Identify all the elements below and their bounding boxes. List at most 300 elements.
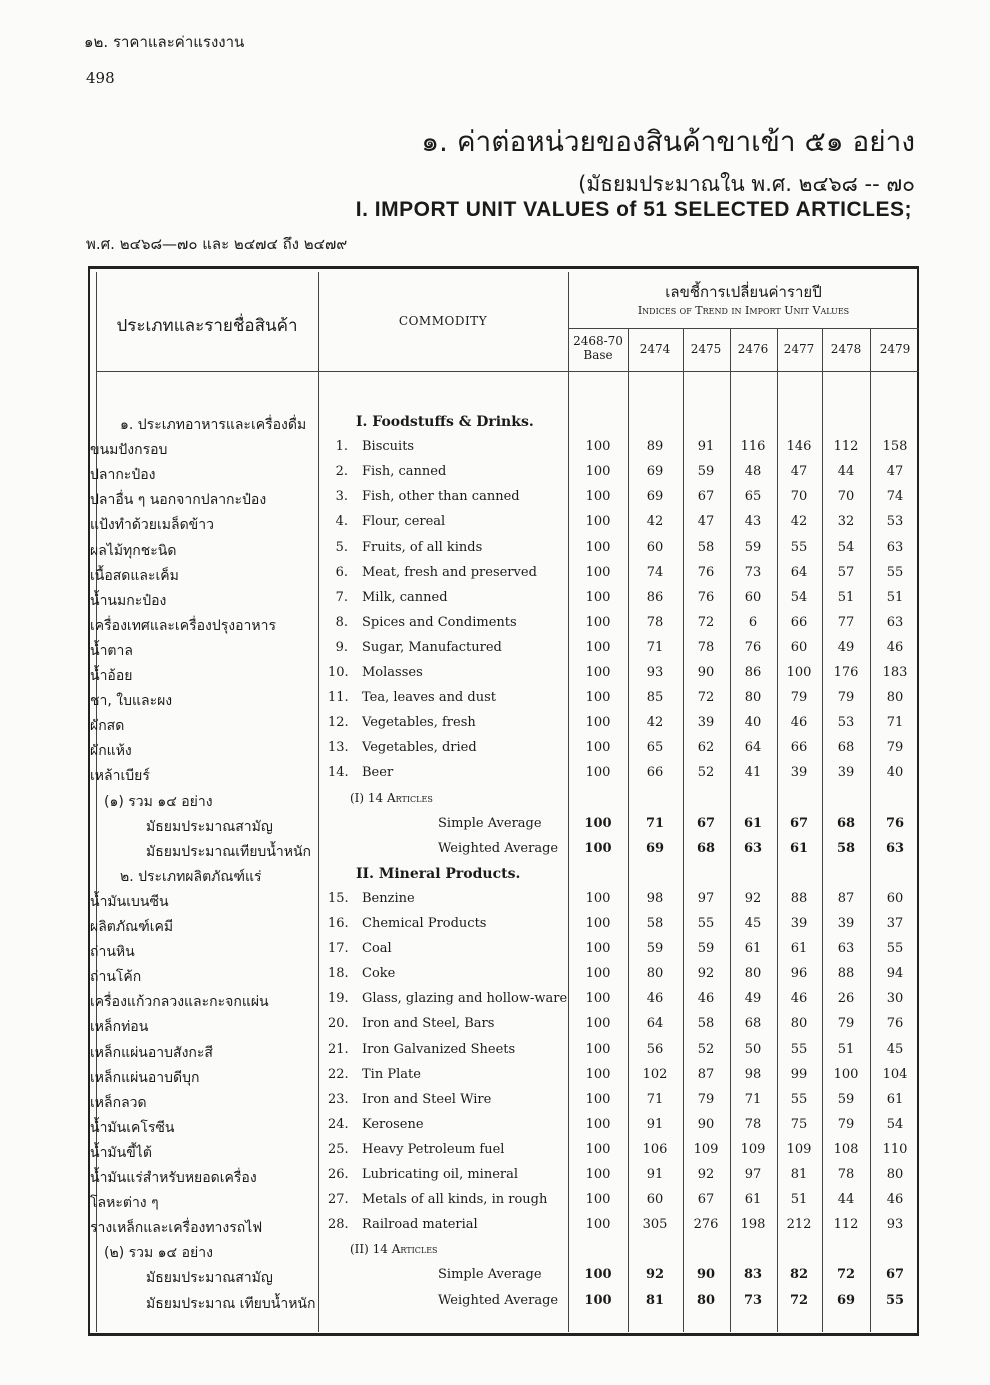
group-thai-label: (๑) รวม ๑๔ อย่าง bbox=[104, 793, 213, 810]
item-thai-name: ผักสด bbox=[90, 718, 125, 735]
item-english-name: Iron and Steel Wire bbox=[362, 1091, 492, 1107]
index-value: 32 bbox=[837, 514, 855, 530]
index-value: 77 bbox=[837, 614, 855, 630]
item-number: 12. bbox=[328, 715, 349, 731]
index-value: 45 bbox=[886, 1041, 904, 1057]
index-value: 63 bbox=[886, 539, 904, 555]
header-indices-thai: เลขชี้การเปลี่ยนค่ารายปี bbox=[665, 283, 822, 301]
index-value: 45 bbox=[744, 916, 762, 931]
item-english-name: Tin Plate bbox=[362, 1066, 421, 1082]
index-value: 49 bbox=[744, 991, 762, 1007]
item-number: 10. bbox=[328, 665, 349, 680]
item-english-name: Tea, leaves and dust bbox=[362, 690, 496, 706]
index-value: 100 bbox=[585, 765, 611, 781]
item-number: 11. bbox=[328, 690, 349, 706]
item-thai-name: โลหะต่าง ๆ bbox=[90, 1195, 159, 1212]
index-value: 76 bbox=[697, 564, 715, 580]
item-thai-name: ปลาอื่น ๆ นอกจากปลากะป๋อง bbox=[90, 492, 267, 509]
index-value: 100 bbox=[585, 1066, 611, 1082]
average-thai-label: มัธยมประมาณ เทียบน้ำหนัก bbox=[146, 1295, 316, 1312]
group-thai-label: (๒) รวม ๑๔ อย่าง bbox=[104, 1245, 213, 1262]
index-value: 71 bbox=[646, 1091, 664, 1107]
item-number: 22. bbox=[328, 1066, 349, 1082]
item-number: 28. bbox=[328, 1217, 349, 1233]
index-value: 60 bbox=[744, 589, 762, 605]
index-value: 39 bbox=[790, 916, 808, 931]
index-value: 46 bbox=[646, 991, 664, 1007]
index-value: 55 bbox=[790, 1041, 808, 1057]
index-value: 100 bbox=[585, 489, 611, 505]
index-value: 60 bbox=[886, 890, 904, 906]
index-value: 109 bbox=[693, 1141, 719, 1157]
item-english-name: Flour, cereal bbox=[362, 514, 446, 530]
column-header: 2468-70 Base bbox=[573, 334, 623, 362]
index-value: 72 bbox=[697, 690, 715, 706]
index-value: 100 bbox=[833, 1066, 859, 1082]
average-value: 71 bbox=[645, 815, 665, 831]
index-value: 40 bbox=[886, 765, 904, 781]
index-value: 61 bbox=[886, 1091, 904, 1107]
average-value: 69 bbox=[645, 840, 665, 856]
index-value: 305 bbox=[642, 1217, 668, 1233]
index-value: 70 bbox=[790, 489, 808, 505]
item-number: 5. bbox=[335, 539, 348, 555]
index-value: 100 bbox=[585, 916, 611, 931]
column-header: 2476 bbox=[737, 342, 769, 356]
index-value: 60 bbox=[790, 639, 808, 655]
index-value: 71 bbox=[646, 639, 664, 655]
index-value: 98 bbox=[744, 1066, 762, 1082]
item-english-name: Glass, glazing and hollow-ware bbox=[362, 991, 568, 1007]
index-value: 100 bbox=[585, 1192, 611, 1208]
index-value: 71 bbox=[744, 1091, 762, 1107]
table-rule bbox=[318, 272, 319, 1332]
index-value: 100 bbox=[585, 539, 611, 555]
average-value: 82 bbox=[789, 1267, 809, 1283]
item-number: 9. bbox=[335, 639, 348, 655]
item-number: 17. bbox=[328, 941, 349, 957]
index-value: 80 bbox=[744, 690, 762, 706]
item-number: 3. bbox=[335, 489, 348, 505]
average-english-label: Simple Average bbox=[438, 815, 542, 831]
index-value: 79 bbox=[886, 740, 904, 756]
column-header: 2475 bbox=[690, 342, 722, 356]
item-thai-name: ชา, ใบและผง bbox=[90, 693, 173, 710]
index-value: 69 bbox=[646, 489, 664, 505]
index-value: 100 bbox=[585, 715, 611, 731]
index-value: 87 bbox=[837, 890, 855, 906]
item-number: 2. bbox=[335, 464, 348, 480]
index-value: 47 bbox=[886, 464, 904, 480]
item-english-name: Heavy Petroleum fuel bbox=[362, 1141, 505, 1157]
index-value: 100 bbox=[585, 464, 611, 480]
index-value: 44 bbox=[837, 1192, 855, 1208]
item-number: 21. bbox=[328, 1041, 349, 1057]
index-value: 69 bbox=[646, 464, 664, 480]
index-value: 51 bbox=[886, 589, 904, 605]
index-value: 79 bbox=[837, 690, 855, 706]
index-value: 67 bbox=[697, 1192, 715, 1208]
item-english-name: Spices and Condiments bbox=[362, 614, 517, 630]
item-thai-name: เหล็กท่อน bbox=[90, 1019, 149, 1036]
index-value: 58 bbox=[697, 1016, 715, 1032]
index-value: 100 bbox=[585, 439, 611, 455]
item-number: 6. bbox=[335, 564, 348, 580]
index-value: 53 bbox=[837, 715, 855, 731]
item-english-name: Chemical Products bbox=[362, 916, 487, 931]
average-english-label: Weighted Average bbox=[438, 1292, 559, 1308]
index-value: 106 bbox=[642, 1141, 668, 1157]
index-value: 42 bbox=[646, 715, 664, 731]
item-english-name: Benzine bbox=[362, 890, 415, 906]
index-value: 100 bbox=[585, 1116, 611, 1132]
index-value: 47 bbox=[697, 514, 715, 530]
average-value: 67 bbox=[789, 815, 809, 831]
index-value: 50 bbox=[744, 1041, 762, 1057]
index-value: 198 bbox=[740, 1217, 766, 1233]
index-value: 91 bbox=[697, 439, 715, 455]
index-value: 39 bbox=[697, 715, 715, 731]
item-thai-name: ปลากะป๋อง bbox=[90, 467, 156, 484]
index-value: 54 bbox=[790, 589, 808, 605]
average-value: 67 bbox=[696, 815, 716, 831]
index-value: 80 bbox=[886, 1167, 904, 1182]
index-value: 86 bbox=[646, 589, 664, 605]
index-value: 100 bbox=[585, 1167, 611, 1182]
index-value: 100 bbox=[585, 614, 611, 630]
index-value: 86 bbox=[744, 665, 762, 680]
index-value: 78 bbox=[697, 639, 715, 655]
average-value: 55 bbox=[885, 1292, 905, 1308]
index-value: 61 bbox=[744, 1192, 762, 1208]
item-english-name: Iron Galvanized Sheets bbox=[362, 1041, 516, 1057]
item-english-name: Railroad material bbox=[362, 1217, 478, 1233]
index-value: 100 bbox=[585, 514, 611, 530]
index-value: 100 bbox=[585, 966, 611, 982]
index-value: 100 bbox=[585, 740, 611, 756]
column-header: 2474 bbox=[639, 342, 671, 356]
average-value: 100 bbox=[584, 1292, 612, 1308]
index-value: 58 bbox=[697, 539, 715, 555]
header-indices-eng: Indices of Trend in Import Unit Values bbox=[637, 304, 850, 317]
thai-subtitle: (มัธยมประมาณใน พ.ศ. ๒๔๖๘ -- ๗๐ bbox=[578, 172, 915, 196]
average-value: 61 bbox=[789, 840, 809, 856]
item-thai-name: น้ำมันแร่สำหรับหยอดเครื่อง bbox=[90, 1170, 257, 1186]
item-english-name: Coal bbox=[362, 941, 392, 957]
index-value: 65 bbox=[744, 489, 762, 505]
years-subtitle: พ.ศ. ๒๔๖๘—๗๐ และ ๒๔๗๔ ถึง ๒๔๗๙ bbox=[86, 235, 348, 253]
index-value: 99 bbox=[790, 1066, 808, 1082]
index-value: 55 bbox=[886, 941, 904, 957]
index-value: 59 bbox=[744, 539, 762, 555]
item-thai-name: เนื้อสดและเค็ม bbox=[90, 567, 179, 584]
index-value: 88 bbox=[790, 890, 808, 906]
index-value: 100 bbox=[585, 589, 611, 605]
english-title: I. IMPORT UNIT VALUES of 51 SELECTED ARTICLES; bbox=[355, 198, 912, 221]
index-value: 48 bbox=[744, 464, 762, 480]
index-value: 39 bbox=[837, 765, 855, 781]
chapter-header: ๑๒. ราคาและค่าแรงงาน bbox=[84, 33, 245, 51]
index-value: 41 bbox=[744, 765, 762, 781]
index-value: 55 bbox=[697, 916, 715, 931]
average-value: 67 bbox=[885, 1267, 905, 1283]
index-value: 66 bbox=[790, 740, 808, 756]
item-number: 1. bbox=[335, 439, 348, 455]
index-value: 66 bbox=[790, 614, 808, 630]
section-thai-label: ๒. ประเภทผลิตภัณฑ์แร่ bbox=[120, 868, 262, 885]
item-english-name: Fish, other than canned bbox=[362, 489, 520, 505]
average-value: 58 bbox=[836, 840, 856, 856]
index-value: 76 bbox=[697, 589, 715, 605]
item-number: 23. bbox=[328, 1091, 349, 1107]
index-value: 100 bbox=[585, 1041, 611, 1057]
index-value: 51 bbox=[837, 1041, 855, 1057]
index-value: 59 bbox=[697, 464, 715, 480]
table-rule bbox=[568, 272, 569, 1332]
index-value: 61 bbox=[790, 941, 808, 957]
index-value: 98 bbox=[646, 890, 664, 906]
page-number: 498 bbox=[86, 69, 115, 87]
average-thai-label: มัธยมประมาณเทียบน้ำหนัก bbox=[146, 843, 312, 860]
index-value: 74 bbox=[886, 489, 904, 505]
table-rule bbox=[96, 371, 919, 372]
index-value: 59 bbox=[697, 941, 715, 957]
index-value: 51 bbox=[790, 1192, 808, 1208]
column-header: 2479 bbox=[879, 342, 911, 356]
column-header: 2478 bbox=[830, 342, 862, 356]
item-english-name: Beer bbox=[362, 765, 394, 781]
index-value: 46 bbox=[886, 639, 904, 655]
index-value: 65 bbox=[646, 740, 664, 756]
index-value: 100 bbox=[585, 564, 611, 580]
item-thai-name: เครื่องแก้วกลวงและกะจกแผ่น bbox=[90, 994, 269, 1011]
index-value: 55 bbox=[790, 1091, 808, 1107]
item-number: 7. bbox=[335, 589, 348, 605]
index-value: 51 bbox=[837, 589, 855, 605]
index-value: 79 bbox=[837, 1016, 855, 1032]
index-value: 52 bbox=[697, 1041, 715, 1057]
average-value: 68 bbox=[696, 840, 716, 856]
index-value: 60 bbox=[646, 1192, 664, 1208]
index-value: 60 bbox=[646, 539, 664, 555]
item-english-name: Meat, fresh and preserved bbox=[362, 564, 537, 580]
average-value: 72 bbox=[836, 1267, 856, 1283]
index-value: 96 bbox=[790, 966, 808, 982]
index-value: 92 bbox=[744, 890, 762, 906]
item-thai-name: รางเหล็กและเครื่องทางรถไฟ bbox=[90, 1220, 263, 1237]
average-value: 72 bbox=[789, 1292, 809, 1308]
index-value: 85 bbox=[646, 690, 664, 706]
index-value: 67 bbox=[697, 489, 715, 505]
index-value: 100 bbox=[585, 639, 611, 655]
index-value: 30 bbox=[886, 991, 904, 1007]
index-value: 100 bbox=[585, 991, 611, 1007]
index-value: 37 bbox=[886, 916, 904, 931]
item-thai-name: เครื่องเทศและเครื่องปรุงอาหาร bbox=[90, 617, 276, 634]
item-english-name: Iron and Steel, Bars bbox=[362, 1016, 495, 1032]
item-number: 15. bbox=[328, 890, 349, 906]
index-value: 73 bbox=[744, 564, 762, 580]
header-commodity: COMMODITY bbox=[398, 314, 488, 328]
index-value: 112 bbox=[833, 1217, 859, 1233]
average-value: 100 bbox=[584, 840, 612, 856]
index-value: 75 bbox=[790, 1116, 808, 1132]
index-value: 58 bbox=[646, 916, 664, 931]
section-english-label: II. Mineral Products. bbox=[356, 865, 521, 882]
index-value: 110 bbox=[882, 1141, 908, 1157]
index-value: 46 bbox=[790, 991, 808, 1007]
index-value: 158 bbox=[882, 439, 908, 455]
item-number: 8. bbox=[335, 614, 348, 630]
index-value: 68 bbox=[744, 1016, 762, 1032]
average-value: 69 bbox=[836, 1292, 856, 1308]
index-value: 97 bbox=[697, 890, 715, 906]
index-value: 78 bbox=[837, 1167, 855, 1182]
index-value: 79 bbox=[837, 1116, 855, 1132]
item-english-name: Sugar, Manufactured bbox=[362, 639, 502, 655]
index-value: 39 bbox=[837, 916, 855, 931]
item-english-name: Lubricating oil, mineral bbox=[362, 1167, 519, 1182]
index-value: 100 bbox=[585, 1217, 611, 1233]
item-number: 16. bbox=[328, 916, 349, 931]
index-value: 276 bbox=[693, 1217, 719, 1233]
index-value: 42 bbox=[790, 514, 808, 530]
average-english-label: Weighted Average bbox=[438, 840, 559, 856]
average-value: 63 bbox=[885, 840, 905, 856]
item-english-name: Biscuits bbox=[362, 439, 415, 455]
item-thai-name: น้ำอ้อย bbox=[90, 668, 133, 684]
item-number: 20. bbox=[328, 1016, 349, 1032]
index-value: 71 bbox=[886, 715, 904, 731]
index-value: 43 bbox=[744, 514, 762, 530]
item-thai-name: น้ำมันเคโรซีน bbox=[90, 1119, 175, 1136]
index-value: 80 bbox=[886, 690, 904, 706]
item-thai-name: ถ่านหิน bbox=[90, 944, 135, 961]
average-value: 90 bbox=[696, 1267, 716, 1283]
index-value: 46 bbox=[697, 991, 715, 1007]
index-value: 63 bbox=[886, 614, 904, 630]
index-value: 93 bbox=[646, 665, 664, 680]
item-thai-name: เหล้าเบียร์ bbox=[90, 768, 150, 785]
average-value: 100 bbox=[584, 1267, 612, 1283]
index-value: 49 bbox=[837, 639, 855, 655]
index-value: 109 bbox=[786, 1141, 812, 1157]
item-english-name: Fruits, of all kinds bbox=[362, 539, 483, 555]
index-value: 44 bbox=[837, 464, 855, 480]
index-value: 91 bbox=[646, 1167, 664, 1182]
header-thai-category: ประเภทและรายชื่อสินค้า bbox=[116, 316, 298, 336]
index-value: 55 bbox=[790, 539, 808, 555]
item-thai-name: ขนมปังกรอบ bbox=[90, 442, 168, 459]
item-english-name: Metals of all kinds, in rough bbox=[362, 1192, 548, 1208]
item-number: 24. bbox=[328, 1116, 349, 1132]
index-value: 116 bbox=[740, 439, 766, 455]
item-number: 13. bbox=[328, 740, 349, 756]
item-thai-name: ผักแห้ง bbox=[90, 743, 132, 760]
index-value: 54 bbox=[886, 1116, 904, 1132]
average-thai-label: มัธยมประมาณสามัญ bbox=[146, 1270, 273, 1287]
item-thai-name: เหล็กลวด bbox=[90, 1094, 147, 1111]
average-value: 100 bbox=[584, 815, 612, 831]
index-value: 97 bbox=[744, 1167, 762, 1182]
item-thai-name: เหล็กแผ่นอาบดีบุก bbox=[90, 1069, 200, 1086]
index-value: 55 bbox=[886, 564, 904, 580]
index-value: 53 bbox=[886, 514, 904, 530]
column-header: 2477 bbox=[783, 342, 815, 356]
index-value: 78 bbox=[744, 1116, 762, 1132]
index-value: 212 bbox=[786, 1217, 812, 1233]
average-value: 83 bbox=[743, 1267, 763, 1283]
index-value: 78 bbox=[646, 614, 664, 630]
average-value: 61 bbox=[743, 815, 763, 831]
average-value: 92 bbox=[645, 1267, 665, 1283]
index-value: 90 bbox=[697, 665, 715, 680]
index-value: 104 bbox=[882, 1066, 908, 1082]
item-english-name: Fish, canned bbox=[362, 464, 447, 480]
group-english-label: (II) 14 Articles bbox=[350, 1242, 438, 1257]
index-value: 100 bbox=[585, 1091, 611, 1107]
index-value: 176 bbox=[833, 665, 859, 680]
index-value: 59 bbox=[837, 1091, 855, 1107]
index-value: 46 bbox=[886, 1192, 904, 1208]
index-value: 76 bbox=[886, 1016, 904, 1032]
index-value: 46 bbox=[790, 715, 808, 731]
index-value: 88 bbox=[837, 966, 855, 982]
table-rule bbox=[568, 328, 919, 329]
index-value: 87 bbox=[697, 1066, 715, 1082]
index-value: 80 bbox=[646, 966, 664, 982]
item-thai-name: แป้งทำด้วยเมล็ดข้าว bbox=[90, 517, 214, 534]
item-english-name: Vegetables, fresh bbox=[362, 715, 476, 731]
average-value: 80 bbox=[696, 1292, 716, 1308]
index-value: 108 bbox=[833, 1141, 859, 1157]
index-value: 39 bbox=[790, 765, 808, 781]
item-english-name: Vegetables, dried bbox=[362, 740, 477, 756]
index-value: 64 bbox=[646, 1016, 664, 1032]
index-value: 100 bbox=[585, 1141, 611, 1157]
index-value: 100 bbox=[786, 665, 812, 680]
index-value: 90 bbox=[697, 1116, 715, 1132]
index-value: 59 bbox=[646, 941, 664, 957]
index-value: 93 bbox=[886, 1217, 904, 1233]
index-value: 109 bbox=[740, 1141, 766, 1157]
item-number: 4. bbox=[335, 514, 348, 530]
index-value: 100 bbox=[585, 690, 611, 706]
index-value: 146 bbox=[786, 439, 812, 455]
index-value: 80 bbox=[790, 1016, 808, 1032]
index-value: 42 bbox=[646, 514, 664, 530]
average-value: 73 bbox=[743, 1292, 763, 1308]
section-english-label: I. Foodstuffs & Drinks. bbox=[356, 414, 534, 430]
index-value: 70 bbox=[837, 489, 855, 505]
item-thai-name: น้ำตาล bbox=[90, 642, 133, 659]
index-value: 26 bbox=[837, 991, 855, 1007]
thai-title: ๑. ค่าต่อหน่วยของสินค้าขาเข้า ๕๑ อย่าง bbox=[421, 125, 915, 158]
item-english-name: Kerosene bbox=[362, 1116, 424, 1132]
item-english-name: Molasses bbox=[362, 665, 423, 680]
section-thai-label: ๑. ประเภทอาหารและเครื่องดื่ม bbox=[120, 417, 307, 433]
index-value: 100 bbox=[585, 890, 611, 906]
average-value: 68 bbox=[836, 815, 856, 831]
average-value: 63 bbox=[743, 840, 763, 856]
item-thai-name: น้ำนมกะป๋อง bbox=[90, 592, 167, 609]
index-value: 100 bbox=[585, 1016, 611, 1032]
item-number: 18. bbox=[328, 966, 349, 982]
index-value: 81 bbox=[790, 1167, 808, 1182]
index-value: 61 bbox=[744, 941, 762, 957]
average-thai-label: มัธยมประมาณสามัญ bbox=[146, 818, 273, 835]
item-number: 26. bbox=[328, 1167, 349, 1182]
